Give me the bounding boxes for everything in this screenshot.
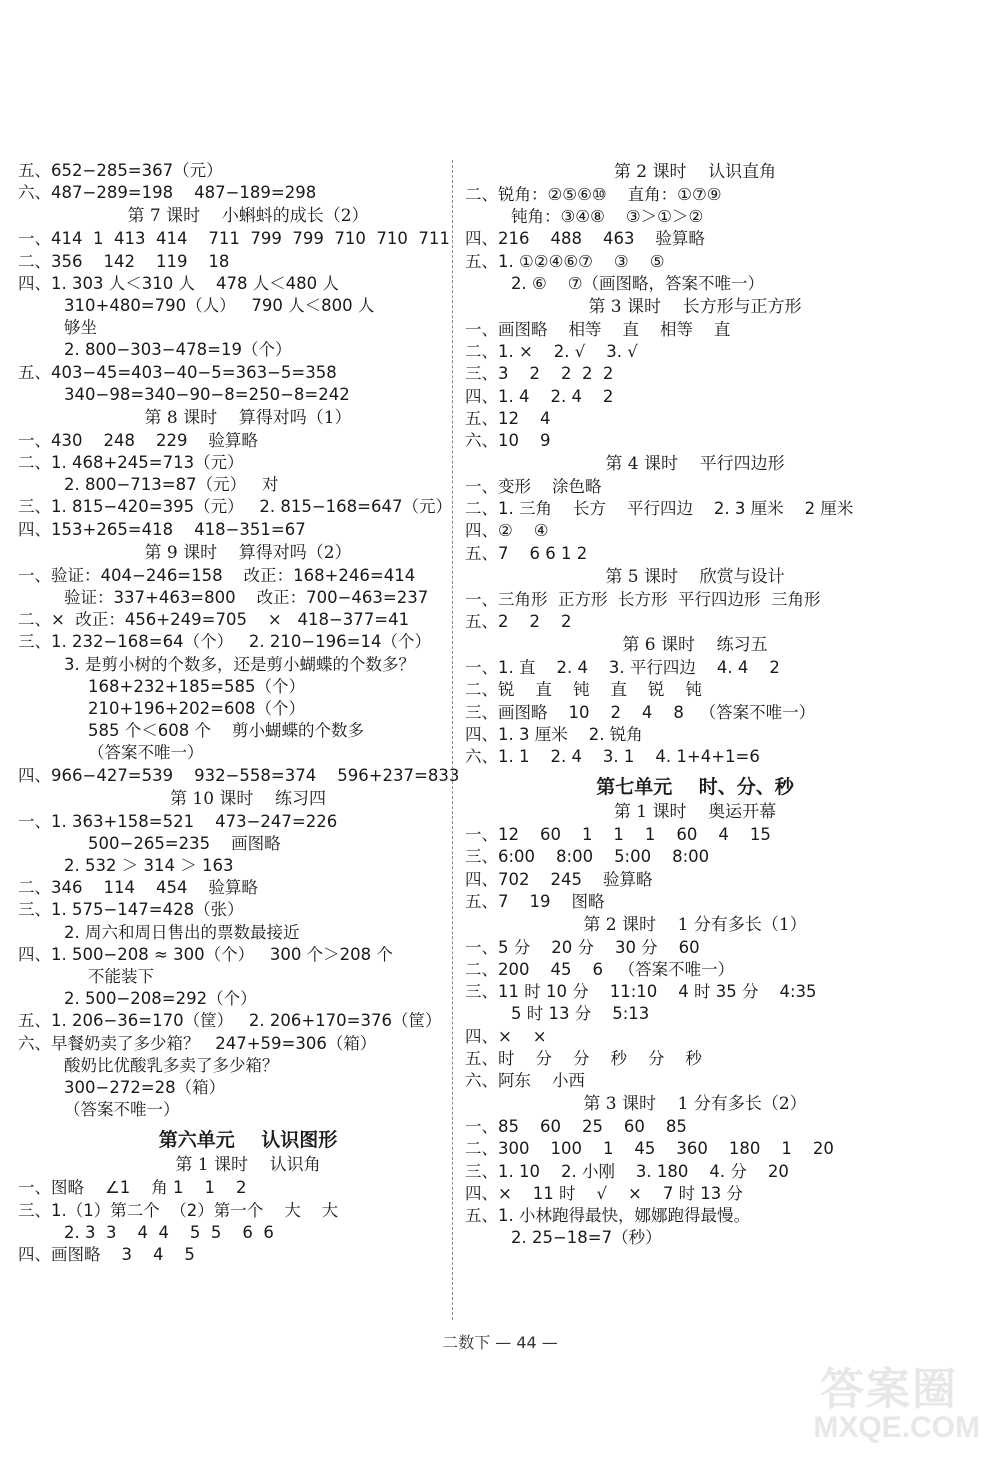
answer-line-indented: （答案不唯一） (64, 1100, 180, 1120)
column-divider (452, 160, 453, 1320)
answer-line: 六、487−289=198 487−189=298 (18, 183, 317, 203)
answer-line-indented: 310+480=790（人） 790 人＜800 人 (64, 295, 375, 315)
answer-line: 四、153+265=418 418−351=67 (18, 519, 306, 539)
answer-line: 四、× × (465, 1026, 547, 1046)
lesson-heading: 第 1 课时 认识角 (175, 1155, 321, 1176)
answer-line-indented: 酸奶比优酸乳多卖了多少箱？ (64, 1055, 279, 1075)
answer-line: 六、早餐奶卖了多少箱？ 247+59=306（箱） (18, 1033, 377, 1053)
lesson-heading: 第 3 课时 1 分有多长（2） (583, 1094, 807, 1115)
answer-line-indented: 2. 800−713=87（元） 对 (64, 475, 279, 495)
lesson-heading: 第 5 课时 欣赏与设计 (605, 566, 785, 587)
answer-line: 五、12 4 (465, 408, 551, 428)
answer-line-indented: 2. 532 ＞ 314 ＞ 163 (64, 856, 234, 876)
lesson-heading: 第 2 课时 认识直角 (613, 162, 777, 182)
answer-line: 六、10 9 (465, 430, 551, 450)
answer-line: 四、画图略 3 4 5 (18, 1244, 195, 1264)
answer-line-indented: 2. 3 3 4 4 5 5 6 6 (64, 1222, 274, 1242)
lesson-heading: 第 9 课时 算得对吗（2） (144, 542, 352, 563)
answer-line: 五、7 6 6 1 2 (465, 543, 588, 563)
answer-line-indented: 够坐 (64, 318, 97, 338)
answer-line: 二、346 114 454 验算略 (18, 878, 258, 898)
answer-line: 一、三角形 正方形 长方形 平行四边形 三角形 (465, 589, 821, 609)
answer-line-indented: 500−265=235 画图略 (88, 833, 281, 853)
answer-line: 二、356 142 119 18 (18, 251, 230, 271)
answer-line-indented: 340−98=340−90−8=250−8=242 (64, 384, 350, 404)
answer-line: 三、1. 575−147=428（张） (18, 900, 244, 920)
answer-line: 三、1. 815−420=395（元） 2. 815−168=647（元） (18, 497, 452, 517)
answer-line: 一、414 1 413 414 711 799 799 710 710 711 (18, 229, 450, 249)
answer-line: 一、1. 直 2. 4 3. 平行四边 4. 4 2 (465, 658, 780, 678)
answer-line-indented: （答案不唯一） (88, 743, 204, 763)
answer-line-indented: 168+232+185=585（个） (88, 676, 305, 696)
answer-line: 三、1. 232−168=64（个） 2. 210−196=14（个） (18, 632, 431, 652)
answer-line: 四、× 11 时 √ × 7 时 13 分 (465, 1183, 744, 1203)
answer-line: 五、1. 小林跑得最快，娜娜跑得最慢。 (465, 1205, 750, 1225)
unit-heading: 第六单元 认识图形 (158, 1129, 338, 1152)
answer-line: 三、1. 10 2. 小刚 3. 180 4. 分 20 (465, 1161, 789, 1181)
answer-line-indented: 不能装下 (88, 967, 154, 986)
answer-line: 五、时 分 分 秒 分 秒 (465, 1048, 702, 1068)
answer-line-indented: 验证：337+463=800 改正：700−463=237 (64, 588, 429, 607)
answer-line: 一、12 60 1 1 1 60 4 15 (465, 825, 771, 845)
answer-line-indented: 210+196+202=608（个） (88, 698, 305, 718)
lesson-heading: 第 7 课时 小蝌蚪的成长（2） (127, 206, 369, 227)
answer-line: 三、6:00 8:00 5:00 8:00 (465, 847, 710, 867)
answer-line: 二、200 45 6 （答案不唯一） (465, 960, 735, 980)
answer-line-indented: 5 时 13 分 5:13 (511, 1004, 650, 1024)
answer-line: 三、3 2 2 2 2 (465, 364, 614, 384)
answer-line: 五、1. 206−36=170（筐） 2. 206+170=376（筐） (18, 1011, 442, 1031)
lesson-heading: 第 1 课时 奥运开幕 (613, 802, 777, 823)
answer-line: 四、1. 500−208 ≈ 300（个） 300 个＞208 个 (18, 944, 393, 964)
answer-line: 二、1. 三角 长方 平行四边 2. 3 厘米 2 厘米 (465, 499, 854, 519)
lesson-heading: 第 10 课时 练习四 (169, 788, 327, 809)
answer-line-indented: 2. 500−208=292（个） (64, 989, 257, 1009)
lesson-heading: 第 3 课时 长方形与正方形 (588, 296, 802, 317)
answer-line: 一、5 分 20 分 30 分 60 (465, 937, 700, 957)
answer-line-indented: 2. ⑥ ⑦（画图略，答案不唯一） (511, 273, 765, 293)
page-footer: 二数下 — 44 — (442, 1333, 558, 1352)
lesson-heading: 第 8 课时 算得对吗（1） (144, 407, 352, 428)
answer-line: 四、1. 303 人＜310 人 478 人＜480 人 (18, 273, 339, 293)
answer-line: 三、1.（1）第二个 （2）第一个 大 大 (18, 1200, 339, 1220)
answer-line: 一、图略 ∠1 角 1 1 2 (18, 1178, 247, 1198)
answer-line: 二、锐角：②⑤⑥⑩ 直角：①⑦⑨ (465, 185, 722, 204)
answer-line-indented: 585 个＜608 个 剪小蝴蝶的个数多 (88, 721, 364, 741)
answer-line: 二、1. 468+245=713（元） (18, 453, 244, 473)
answer-line: 四、1. 3 厘米 2. 锐角 (465, 724, 643, 744)
answer-line: 四、② ④ (465, 521, 549, 541)
answer-line: 六、阿东 小西 (465, 1071, 585, 1090)
answer-line: 五、7 19 图略 (465, 891, 605, 911)
answer-line: 四、702 245 验算略 (465, 869, 653, 889)
answer-line: 二、1. × 2. √ 3. √ (465, 342, 638, 362)
answer-line: 二、× 改正：456+249=705 × 418−377=41 (18, 610, 410, 630)
lesson-heading: 第 4 课时 平行四边形 (605, 454, 785, 475)
right-column (465, 160, 885, 1249)
lesson-heading: 第 2 课时 1 分有多长（1） (583, 914, 807, 935)
unit-heading: 第七单元 时、分、秒 (596, 776, 794, 799)
answer-line: 一、验证：404−246=158 改正：168+246=414 (18, 565, 416, 585)
watermark-title: 答案圈 (820, 1364, 958, 1415)
lesson-heading: 第 6 课时 练习五 (622, 635, 768, 656)
answer-line: 六、1. 1 2. 4 3. 1 4. 1+4+1=6 (465, 746, 760, 766)
answer-line-indented: 2. 25−18=7（秒） (511, 1228, 662, 1248)
answer-line-indented: 2. 周六和周日售出的票数最接近 (64, 922, 300, 942)
left-column (18, 160, 460, 1266)
answer-line: 四、966−427=539 932−558=374 596+237=833 (18, 765, 460, 785)
answer-line: 一、1. 363+158=521 473−247=226 (18, 811, 338, 831)
answer-line: 二、300 100 1 45 360 180 1 20 (465, 1139, 834, 1159)
answer-line: 一、变形 涂色略 (465, 477, 602, 497)
answer-line: 三、11 时 10 分 11:10 4 时 35 分 4:35 (465, 982, 817, 1002)
watermark-url: MXQE.COM (813, 1411, 980, 1444)
answer-line-indented: 3. 是剪小树的个数多，还是剪小蝴蝶的个数多？ (64, 654, 415, 674)
answer-line: 五、1. ①②④⑥⑦ ③ ⑤ (465, 251, 665, 271)
answer-line: 四、1. 4 2. 4 2 (465, 386, 614, 406)
answer-line: 二、锐 直 钝 直 锐 钝 (465, 680, 702, 700)
watermark-logo (800, 1353, 980, 1453)
answer-line-indented: 钝角：③④⑧ ③＞①＞② (511, 207, 704, 227)
answer-line: 五、2 2 2 (465, 612, 572, 631)
answer-line: 四、216 488 463 验算略 (465, 229, 705, 249)
answer-line: 三、画图略 10 2 4 8 （答案不唯一） (465, 702, 816, 722)
answer-line: 五、403−45=403−40−5=363−5=358 (18, 362, 337, 382)
answer-line: 一、85 60 25 60 85 (465, 1117, 687, 1137)
answer-line: 五、652−285=367（元） (18, 161, 223, 180)
answer-line-indented: 2. 800−303−478=19（个） (64, 340, 292, 360)
answer-line: 一、画图略 相等 直 相等 直 (465, 319, 731, 339)
answer-line: 一、430 248 229 验算略 (18, 430, 258, 450)
answer-line-indented: 300−272=28（箱） (64, 1077, 226, 1097)
